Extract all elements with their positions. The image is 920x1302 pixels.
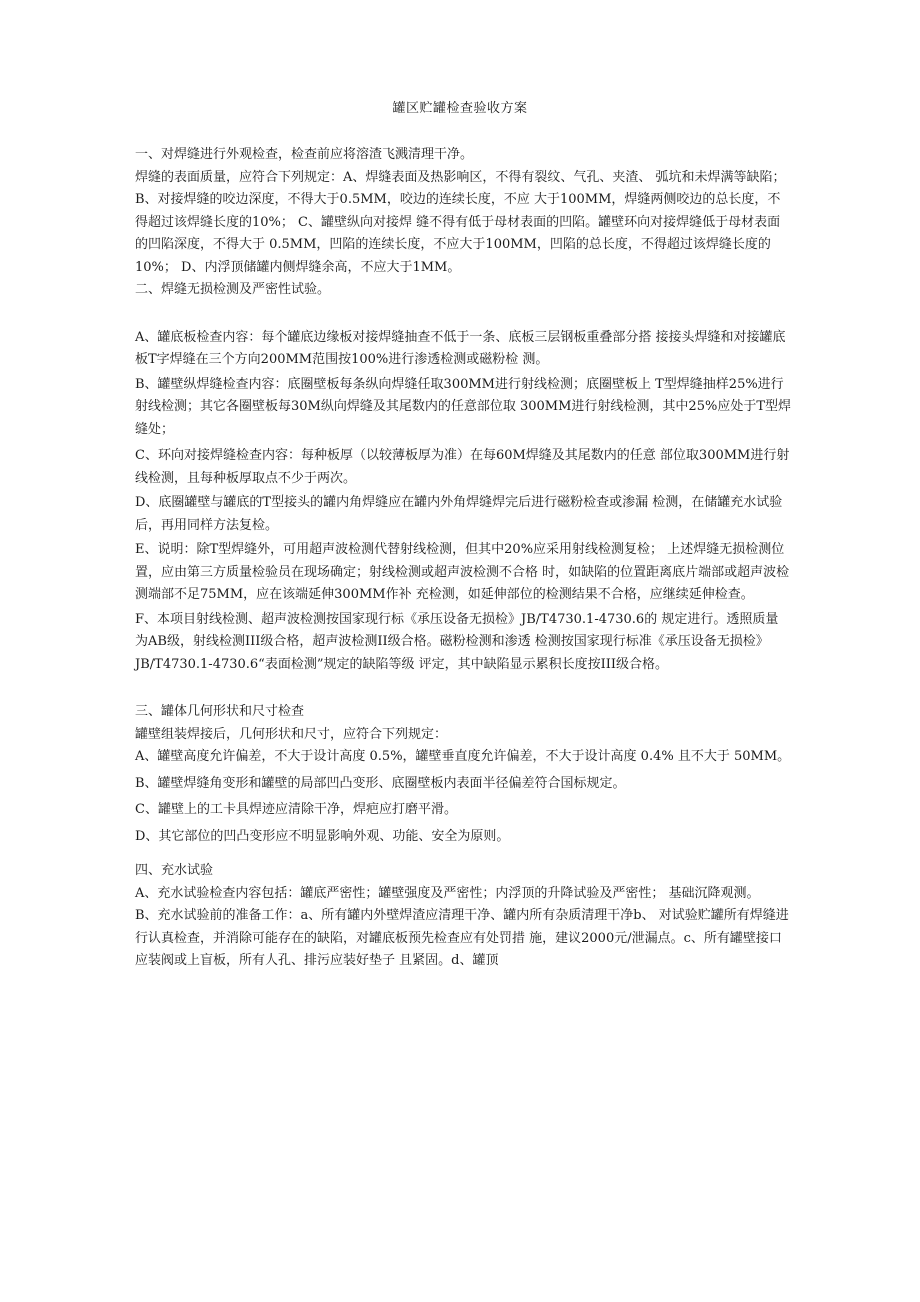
section-3-item-b: B、罐壁焊缝角变形和罐壁的局部凹凸变形、底圈壁板内表面半径偏差符合国标规定。	[135, 775, 626, 791]
section-4-item-a: A、充水试验检查内容包括：罐底严密性；罐壁强度及严密性；内浮顶的升降试验及严密性； 基础沉降观测。	[135, 885, 760, 901]
section-1-heading: 一、对焊缝进行外观检查，检查前应将溶渣飞溅清理干净。	[135, 147, 474, 162]
section-2-item-b: B、罐壁纵焊缝检查内容：底圈壁板每条纵向焊缝任取300MM进行射线检测；底圈壁板上 T型焊缝抽样25%进行射线检测；其它各圈壁板每30M纵向焊缝及其尾数内的任意部位取 300MM进行射线检测，其中25%应处于T型焊缝处；	[135, 376, 791, 437]
section-2-item-a: A、罐底板检查内容：每个罐底边缘板对接焊缝抽查不低于一条、底板三层钢板重叠部分搭 接接头焊缝和对接罐底板T字焊缝在三个方向200MM范围按100%进行渗透检测或磁粉检 测。	[135, 329, 786, 367]
section-3-heading: 三、罐体几何形状和尺寸检查	[135, 704, 305, 719]
section-4-item-b: B、充水试验前的准备工作：a、所有罐内外壁焊渣应清理干净、罐内所有杂质清理干净b、 对试验贮罐所有焊缝进行认真检查，并消除可能存在的缺陷，对罐底板预先检查应有处罚措 施，建议2000元/泄漏点。c、所有罐壁接口应装阀或上盲板，所有人孔、排污应装好垫子 且紧固。d、罐顶	[135, 908, 789, 968]
section-2-item-e: E、说明：除T型焊缝外，可用超声波检测代替射线检测，但其中20%应采用射线检测复检； 上述焊缝无损检测位置，应由第三方质量检验员在现场确定；射线检测或超声波检测不合格 时，如缺陷的位置距离底片端部或超声波检测端部不足75MM，应在该端延伸300MM作补 充检测，如延伸部位的检测结果不合格，应继续延伸检查。	[135, 542, 790, 602]
document-title: 罐区贮罐检查验收方案	[392, 101, 528, 116]
section-2-heading: 二、焊缝无损检测及严密性试验。	[135, 282, 331, 297]
document-body	[135, 144, 791, 973]
section-3-item-a: A、罐壁高度允许偏差，不大于设计高度 0.5%，罐壁垂直度允许偏差，不大于设计高度 0.4% 且不大于 50MM。	[135, 749, 791, 764]
section-2-item-d: D、底圈罐壁与罐底的T型接头的罐内角焊缝应在罐内外角焊缝焊完后进行磁粉检查或渗漏 检测，在储罐充水试验后，再用同样方法复检。	[135, 495, 783, 533]
section-3-item-c: C、罐壁上的工卡具焊迹应清除干净，焊疤应打磨平滑。	[135, 802, 457, 817]
section-1-body: 焊缝的表面质量，应符合下列规定：A、焊缝表面及热影响区，不得有裂纹、气孔、夹渣、 弧坑和未焊满等缺陷；B、对接焊缝的咬边深度，不得大于0.5MM，咬边的连续长度，不应 大于100MM，焊缝两侧咬边的总长度，不得超过该焊缝长度的10%； C、罐壁纵向对接焊 缝不得有低于母材表面的凹陷。罐壁环向对接焊缝低于母材表面的凹陷深度，不得大于 0.5MM，凹陷的连续长度，不应大于100MM，凹陷的总长度，不得超过该焊缝长度的10%； D、内浮顶储罐内侧焊缝余高，不应大于1MM。	[135, 169, 786, 275]
section-3-item-d: D、其它部位的凹凸变形应不明显影响外观、功能、安全为原则。	[135, 828, 510, 844]
section-2-item-f: F、本项目射线检测、超声波检测按国家现行标《承压设备无损检》JB/T4730.1-4730.6的 规定进行。透照质量为AB级，射线检测III级合格，超声波检测II级合格。磁粉检测和渗透 检测按国家现行标准《承压设备无损检》JB/T4730.1-4730.6“表面检测”规定的缺陷等级 评定，其中缺陷显示累积长度按III级合格。	[135, 611, 779, 672]
section-2-item-c: C、环向对接焊缝检查内容：每种板厚（以较薄板厚为准）在每60M焊缝及其尾数内的任意 部位取300MM进行射线检测，且每种板厚取点不少于两次。	[135, 448, 790, 486]
section-3-intro: 罐壁组装焊接后，几何形状和尺寸，应符合下列规定：	[135, 726, 448, 742]
section-4-heading: 四、充水试验	[135, 863, 214, 878]
